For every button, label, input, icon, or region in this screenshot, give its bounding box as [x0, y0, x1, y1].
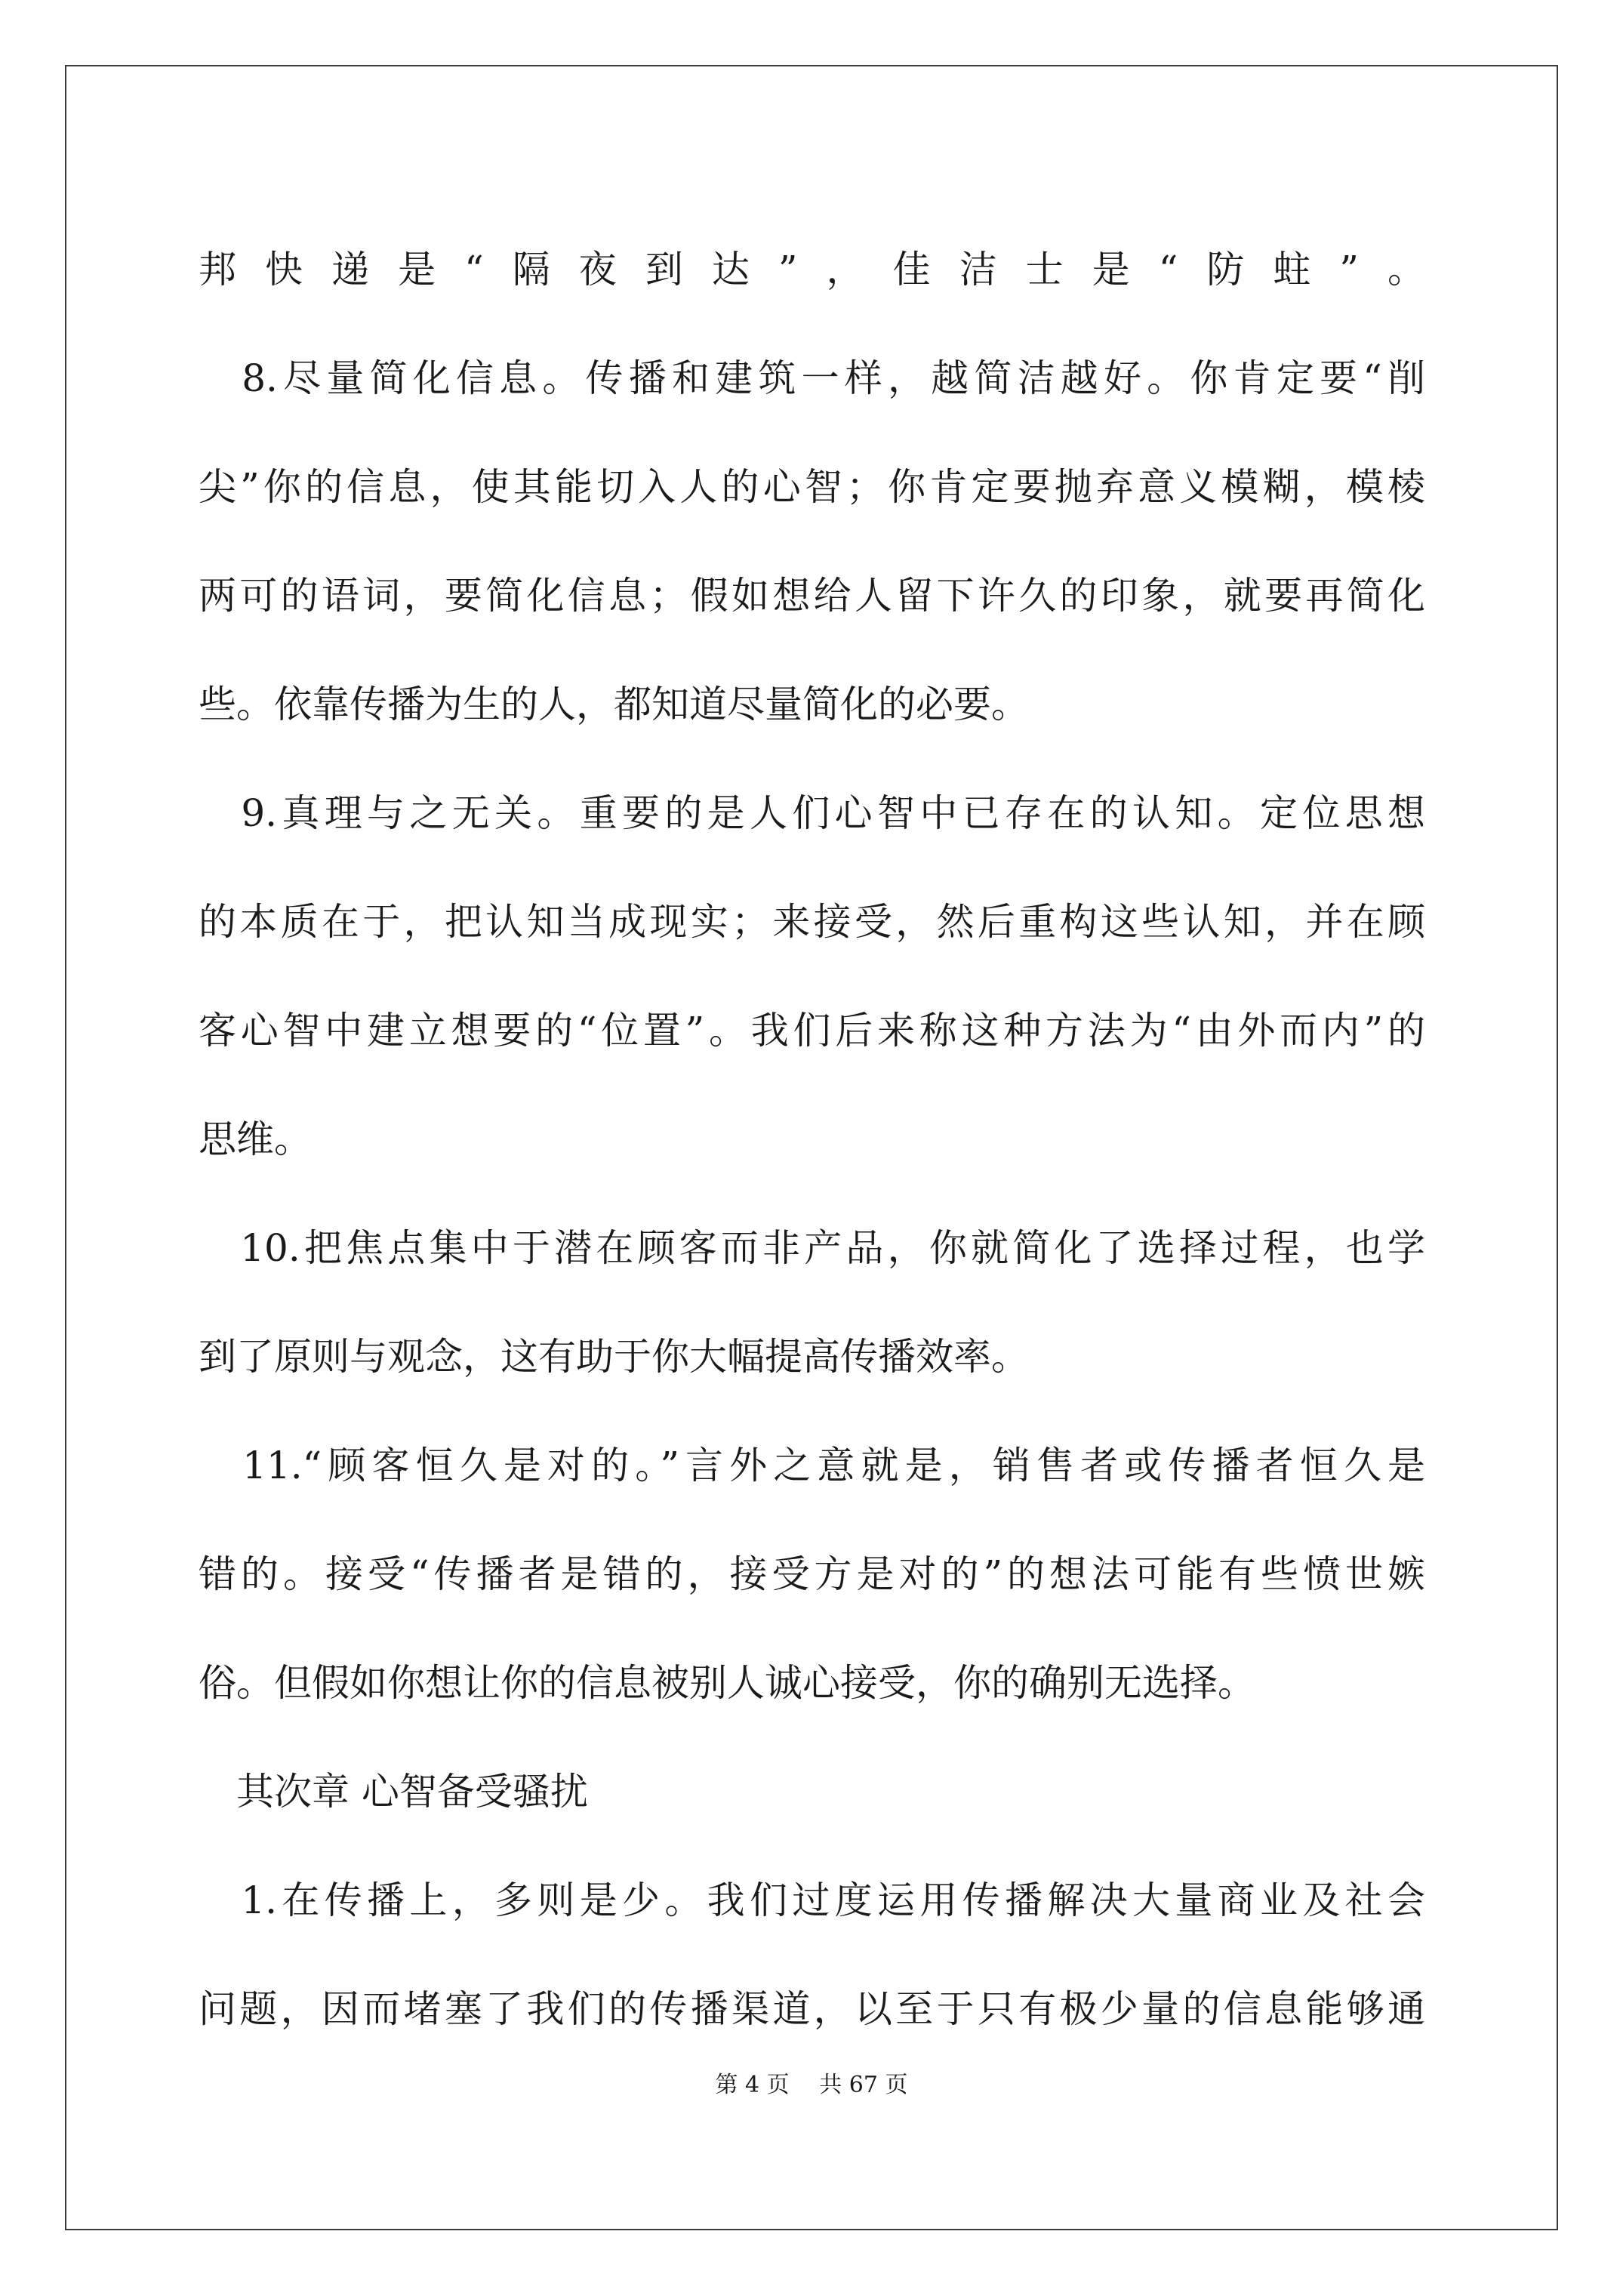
text-line: 邦快递是“隔夜到达”，佳洁士是“防蛀”。 — [199, 248, 1425, 291]
text-line: 的本质在于，把认知当成现实；来接受，然后重构这些认知，并在顾 — [199, 900, 1425, 944]
text-line: 两可的语词，要简化信息；假如想给人留下许久的印象，就要再简化 — [199, 574, 1425, 618]
text-line: 11.“顾客恒久是对的。”言外之意就是，销售者或传播者恒久是 — [199, 1444, 1425, 1487]
text-line: 些。依靠传播为生的人，都知道尽量简化的必要。 — [199, 683, 1029, 726]
section-heading: 其次章 心智备受骚扰 — [199, 1770, 588, 1814]
page-number: 第 4 页 — [715, 2072, 790, 2098]
text-line: 错的。接受“传播者是错的，接受方是对的”的想法可能有些愤世嫉 — [199, 1552, 1425, 1596]
page-footer — [0, 2070, 1623, 2100]
text-line: 尖”你的信息，使其能切入人的心智；你肯定要抛弃意义模糊，模棱 — [199, 465, 1425, 509]
text-line: 8.尽量简化信息。传播和建筑一样，越简洁越好。你肯定要“削 — [199, 356, 1425, 400]
text-line: 1.在传播上，多则是少。我们过度运用传播解决大量商业及社会 — [199, 1878, 1425, 1922]
text-line: 思维。 — [199, 1117, 312, 1161]
text-line: 问题，因而堵塞了我们的传播渠道，以至于只有极少量的信息能够通 — [199, 1987, 1425, 2031]
text-line: 10.把焦点集中于潜在顾客而非产品，你就简化了选择过程，也学 — [199, 1226, 1425, 1270]
document-body — [199, 215, 1425, 2063]
page-total: 共 67 页 — [819, 2072, 908, 2098]
text-line: 9.真理与之无关。重要的是人们心智中已存在的认知。定位思想 — [199, 791, 1425, 835]
text-line: 客心智中建立想要的“位置”。我们后来称这种方法为“由外而内”的 — [199, 1009, 1425, 1052]
text-line: 到了原则与观念，这有助于你大幅提高传播效率。 — [199, 1335, 1029, 1379]
text-line: 俗。但假如你想让你的信息被别人诚心接受，你的确别无选择。 — [199, 1661, 1255, 1705]
